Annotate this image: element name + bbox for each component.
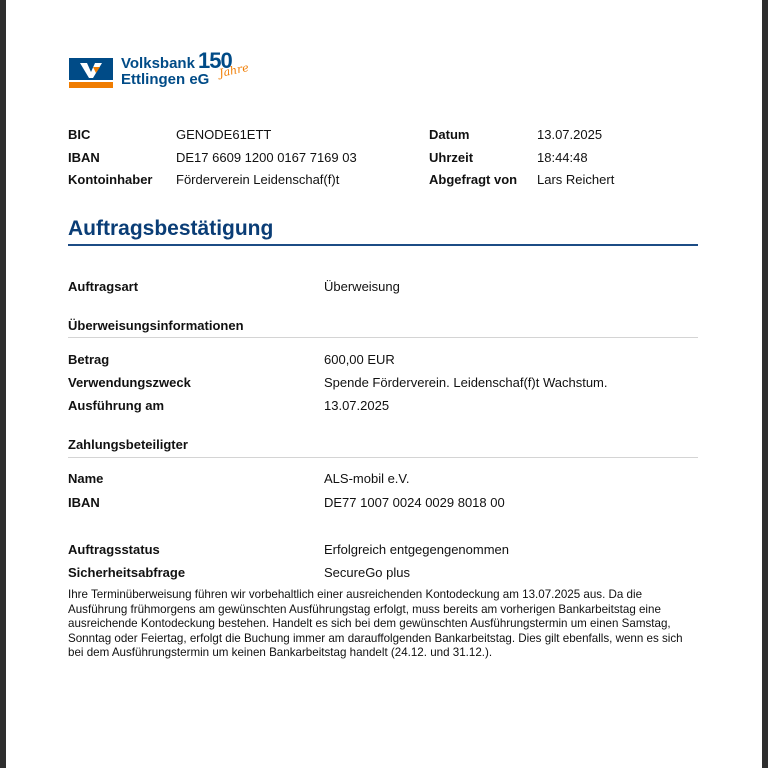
- amount-value: 600,00 EUR: [324, 352, 395, 367]
- bank-logo: [69, 48, 269, 94]
- amount-label: Betrag: [68, 352, 110, 367]
- order-status-label: Auftragsstatus: [68, 542, 160, 557]
- date-value: 13.07.2025: [537, 127, 603, 142]
- payee-name-row: [68, 471, 410, 486]
- purpose-label: Verwendungszweck: [68, 375, 191, 390]
- title-divider: [68, 244, 698, 246]
- order-type-value: Überweisung: [324, 279, 400, 294]
- queried-by-label: Abgefragt von: [429, 172, 518, 187]
- iban-row: [68, 147, 357, 170]
- time-label: Uhrzeit: [429, 149, 474, 165]
- bank-name-line2: Ettlingen eG: [121, 71, 210, 88]
- page-title: Auftragsbestätigung: [68, 217, 274, 240]
- transfer-section-title: Überweisungsinformationen: [68, 318, 244, 333]
- query-info: [429, 124, 614, 192]
- order-status-value: Erfolgreich entgegengenommen: [324, 542, 510, 557]
- execution-value: 13.07.2025: [324, 398, 390, 413]
- execution-row: [68, 398, 389, 413]
- bank-name: [121, 56, 209, 88]
- anniversary-word: Jahre: [217, 61, 250, 80]
- payee-iban-value: DE77 1007 0024 0029 8018 00: [324, 495, 505, 510]
- purpose-row: [68, 375, 608, 390]
- anniversary-number: 150: [198, 48, 232, 73]
- security-row: [68, 565, 410, 580]
- execution-label: Ausführung am: [68, 398, 165, 413]
- queried-by-value: Lars Reichert: [537, 172, 615, 187]
- amount-row: [68, 352, 395, 367]
- time-value: 18:44:48: [537, 149, 588, 165]
- security-label: Sicherheitsabfrage: [68, 565, 186, 580]
- payee-name-label: Name: [68, 471, 104, 486]
- time-row: [429, 147, 614, 170]
- volksbank-logo-icon: [69, 58, 113, 90]
- bic-value: GENODE61ETT: [176, 127, 272, 142]
- order-status-row: [68, 542, 509, 557]
- order-type-row: [68, 279, 400, 294]
- iban-label: IBAN: [68, 149, 100, 165]
- holder-row: [68, 169, 357, 192]
- holder-label: Kontoinhaber: [68, 172, 153, 187]
- payee-section-divider: [68, 457, 698, 458]
- holder-value: Förderverein Leidenschaf(f)t: [176, 172, 340, 187]
- transfer-section-divider: [68, 337, 698, 338]
- terms-note: Ihre Terminüberweisung führen wir vorbehaltlich einer ausreichenden Kontodeckung am 13.07.2025 aus. Da die Ausführung frühmorgens am gewünschten Ausführungstag erfolgt, muss bereits am vorherigen Bankarbeitstag eine ausreichende Kontodeckung bestehen. Handelt es sich bei dem gewünschten Ausführungstermin um einen Samstag, Sonntag oder Feiertag, erfolgt die Buchung immer am darauffolgenden Bankarbeitstag. Dies gilt ebenfalls, wenn es sich bei dem Ausführungstermin um keinen Bankarbeitstag handelt (24.12. und 31.12.).: [68, 588, 683, 660]
- document-page: [6, 0, 762, 768]
- bank-name-line1: Volksbank: [121, 55, 195, 72]
- order-type-label: Auftragsart: [68, 279, 139, 294]
- account-info: [68, 124, 357, 192]
- queried-by-row: [429, 169, 614, 192]
- payee-iban-row: [68, 495, 505, 510]
- security-value: SecureGo plus: [324, 565, 410, 580]
- bic-row: [68, 124, 357, 147]
- payee-name-value: ALS-mobil e.V.: [324, 471, 410, 486]
- purpose-value: Spende Förderverein. Leidenschaf(f)t Wachstum.: [324, 375, 608, 390]
- date-label: Datum: [429, 127, 470, 142]
- date-row: [429, 124, 614, 147]
- payee-iban-label: IBAN: [68, 495, 100, 510]
- bic-label: BIC: [68, 127, 91, 142]
- payee-section-title: Zahlungsbeteiligter: [68, 437, 188, 452]
- iban-value: DE17 6609 1200 0167 7169 03: [176, 149, 357, 165]
